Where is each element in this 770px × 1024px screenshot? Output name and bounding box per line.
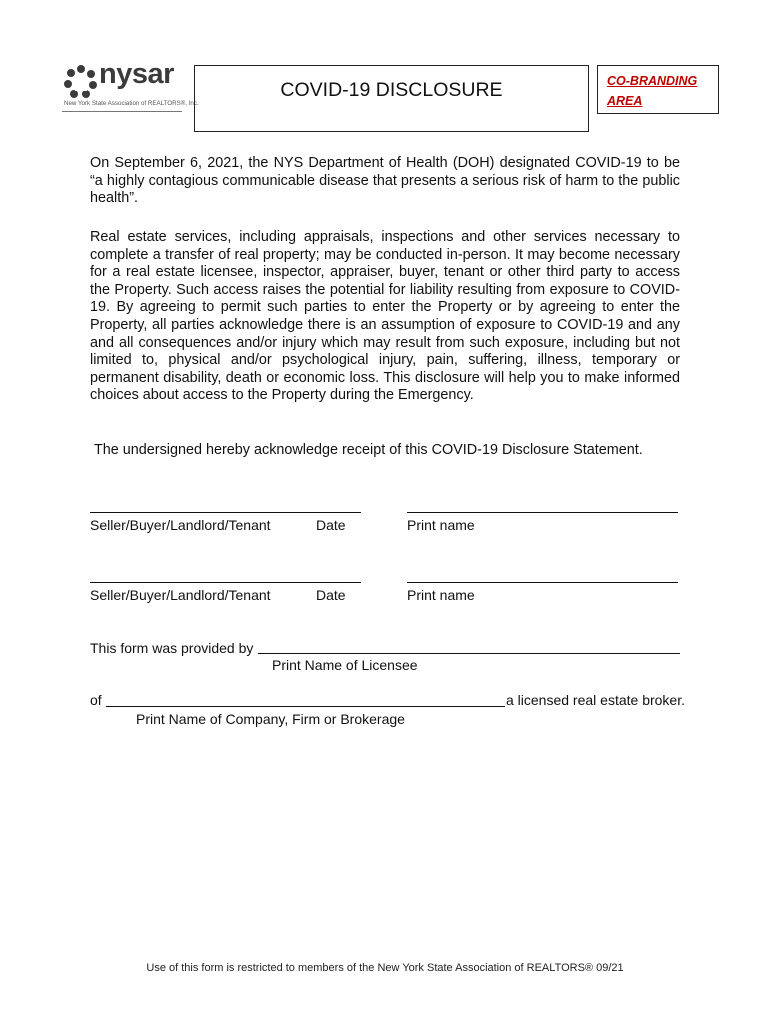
signature-line-party-2[interactable]	[90, 582, 361, 583]
company-name-caption: Print Name of Company, Firm or Brokerage	[136, 711, 405, 727]
print-name-label-2: Print name	[407, 587, 475, 603]
broker-suffix-label: a licensed real estate broker.	[506, 692, 685, 708]
page-title: COVID-19 DISCLOSURE	[280, 79, 503, 101]
paragraph-exposure-risk: Real estate services, including appraisals, inspections and other services necessary to complete a transfer of real property; may be conducted in-person. It may become necessary for a real estate licensee, inspector, appraiser, buyer, tenant or other third party to access the Property. Such access raises the potential for liability resulting from exposure to COVID-19. By agreeing to permit such parties to enter the Property or by agreeing to enter the Property, all parties acknowledge there is an assumption of exposure to COVID-19 and any and all consequences and/or injury which may result from such exposure, including but not limited to, physical and/or psychological injury, pain, suffering, illness, temporary or permanent disability, death or economic loss. This disclosure will help you to make informed choices about access to the Property during the Emergency.	[90, 229, 680, 404]
acknowledgement-statement: The undersigned hereby acknowledge receipt of this COVID-19 Disclosure Statement.	[94, 442, 643, 458]
logo-tagline: New York State Association of REALTORS®, Inc.	[64, 100, 199, 107]
print-name-label-1: Print name	[407, 517, 475, 533]
nysar-logo-mark-icon	[64, 64, 98, 98]
nysar-logo	[62, 58, 199, 114]
footer-restriction-notice: Use of this form is restricted to members of the New York State Association of REALTORS® 09/21	[146, 962, 624, 974]
provided-by-label: This form was provided by	[90, 640, 254, 656]
paragraph-doh-designation: On September 6, 2021, the NYS Department of Health (DOH) designated COVID-19 to be “a highly contagious communicable disease that presents a serious risk of harm to the public health”.	[90, 155, 680, 207]
of-label: of	[90, 692, 102, 708]
licensee-name-caption: Print Name of Licensee	[272, 657, 418, 673]
cobranding-label: CO-BRANDING AREA	[607, 74, 698, 108]
print-name-line-2[interactable]	[407, 582, 678, 583]
party-label-1: Seller/Buyer/Landlord/Tenant	[90, 517, 271, 533]
signature-line-party-1[interactable]	[90, 512, 361, 513]
company-name-line[interactable]	[106, 706, 505, 707]
logo-underline	[62, 111, 182, 112]
cobranding-box	[597, 65, 719, 114]
logo-wordmark: nysar	[99, 58, 174, 90]
party-label-2: Seller/Buyer/Landlord/Tenant	[90, 587, 271, 603]
print-name-line-1[interactable]	[407, 512, 678, 513]
licensee-name-line[interactable]	[258, 653, 680, 654]
date-label-2: Date	[316, 587, 346, 603]
date-label-1: Date	[316, 517, 346, 533]
title-box	[194, 65, 589, 132]
